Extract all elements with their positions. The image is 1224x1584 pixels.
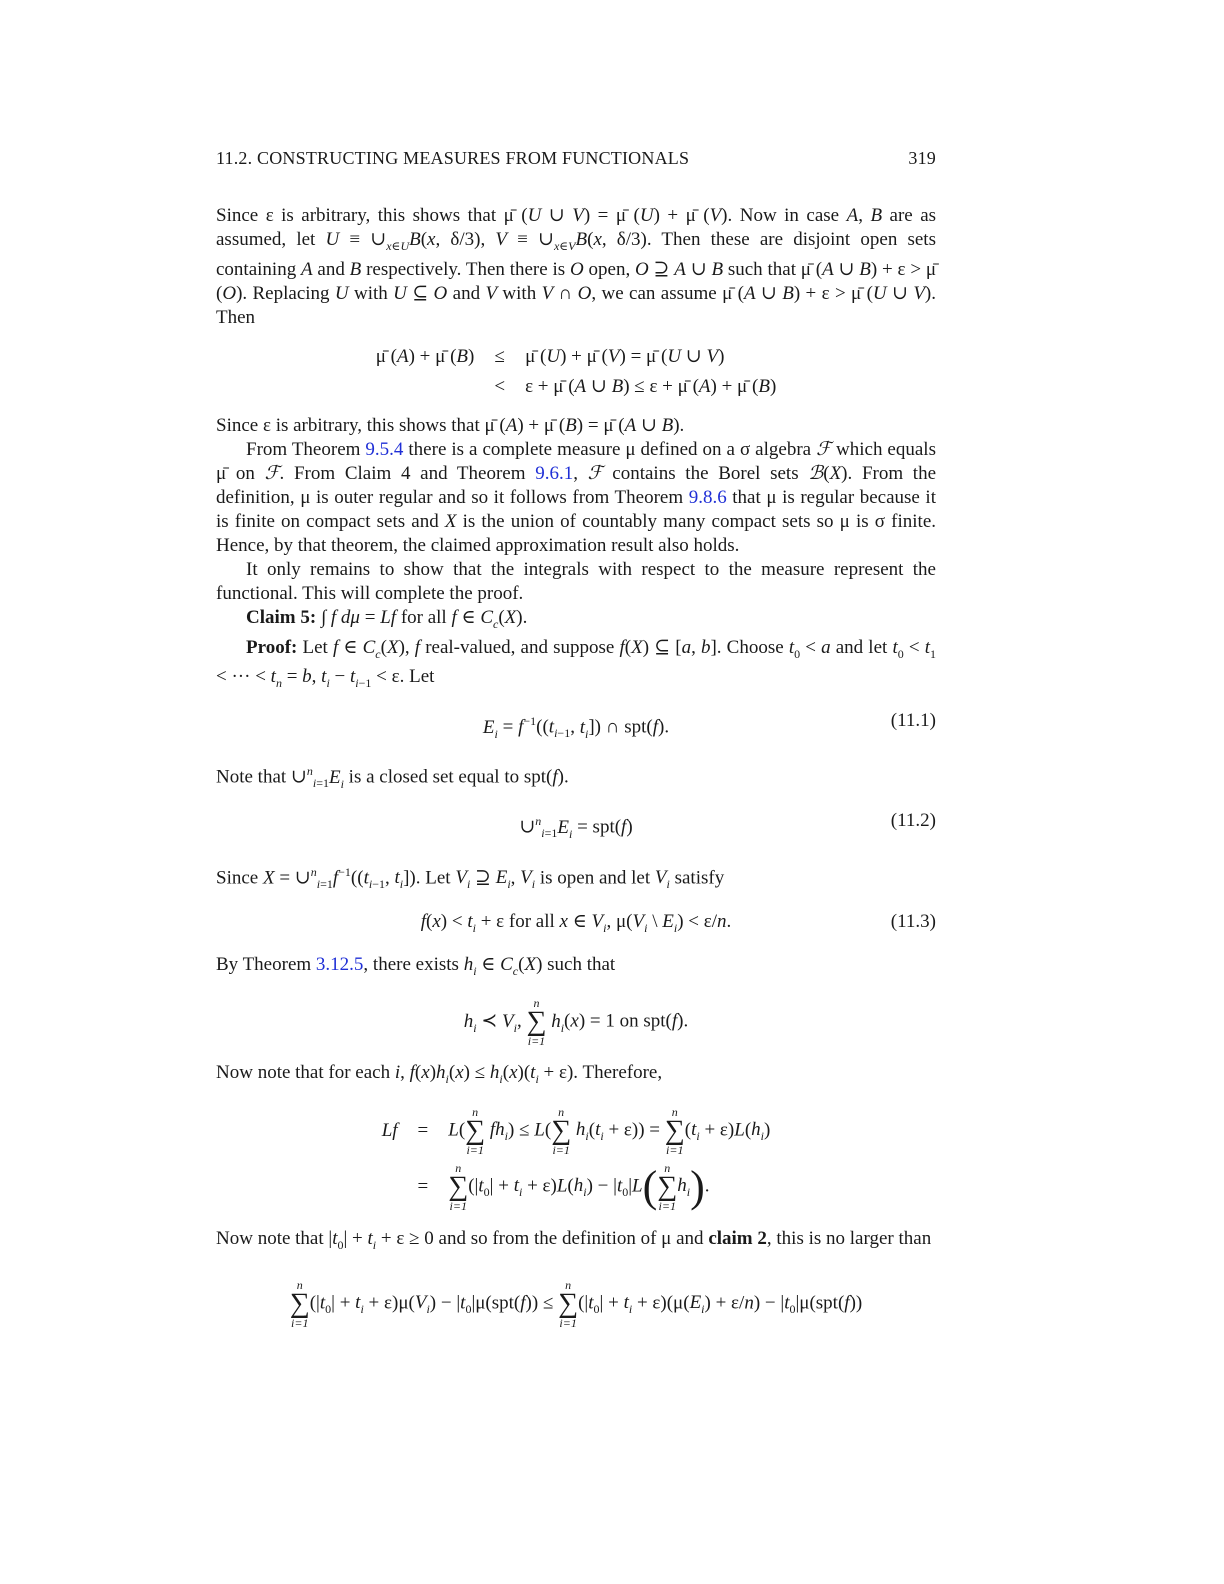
paragraph-3: From Theorem 9.5.4 there is a complete measure μ defined on a σ algebra ℱ which equals μ̄ on ℱ. From Claim 4 and Theorem 9.6.1, ℱ contains the Borel sets ℬ(X). From the definition, μ is outer regular and so it follows from Theorem 9.8.6 that μ is regular because it is finite on compact sets and X is the union of countably many compact sets so μ is σ finite. Hence, by that theorem, the claimed approximation result also holds. — [216, 438, 937, 556]
paragraph-1: Since ε is arbitrary, this shows that μ̄ (U ∪ V) = μ̄ (U) + μ̄ (V). Now in case A, B are as assumed, let $U \equiv \cup_{x\in U}B(x$, δ/3), $V \equiv \cup_{x\in V}B(x$, δ/3). Then these are disjoint open sets containing A and B respectively. Then there is O open, O ⊇ A ∪ B such that μ̄ (A ∪ B) + ε > μ̄ (O). Replacing U with U ⊆ O and V with V ∩ O, we can assume μ̄ (A ∪ B) + ε > μ̄ (U ∪ V). Then — [216, 205, 937, 328]
equation-number: (11.1) — [890, 710, 936, 732]
than-word: than — [898, 1228, 932, 1250]
paragraph-7: By Theorem 3.12.5, there exists $h_i$ ∈ $C_c(X)$ such that — [216, 954, 616, 979]
theorem-link[interactable]: 9.8.6 — [688, 486, 727, 508]
equation-11-1: $E_i = f^{-1}((t_{i-1}$, $t_i$]) ∩ spt(f). (11.1) — [482, 710, 936, 741]
page-body — [216, 204, 936, 1343]
paragraph-2: Since ε is arbitrary, this shows that μ̄ (A) + μ̄ (B) = μ̄ (A ∪ B). — [216, 414, 685, 436]
paragraph-6: Since $X = \cup^n_{i=1}f^{-1}((t_{i-1}$, $t_i$]). Let $V_i$ ⊇ $E_i$, $V_i$ is open and let $V_i$ satisfy — [216, 864, 725, 891]
equation-11-3: $f(x) < t_i + \varepsilon$ for all x ∈ $V_i$, $\mu(V_i$ \ $E_i) < \varepsilon/n$. (11.3) — [420, 910, 936, 935]
claim-label: Claim 5: — [246, 606, 317, 628]
paragraph-4: It only remains to show that the integrals with respect to the measure represent the functional. This will complete the proof. — [216, 558, 936, 604]
page-number: 319 — [908, 148, 936, 168]
display-partition: $h_i$ ≺ $V_i$, n ∑ i=1 $h_i(x) = 1$ on spt(f). — [463, 996, 689, 1049]
running-header — [216, 148, 936, 169]
paragraph-5: Note that $\cup^n_{i=1}E_i$ is a closed set equal to spt(f). — [216, 764, 569, 791]
equation-number: (11.2) — [890, 810, 936, 832]
section-title: 11.2. CONSTRUCTING MEASURES FROM FUNCTIONALS — [216, 148, 690, 168]
paragraph-8: Now note that for each i, $f(x)h_i(x) \le h_i(x)(t_i + \varepsilon)$. Therefore, — [216, 1062, 663, 1087]
equation-11-2: $\cup^n_{i=1}E_i = spt(f)$ (11.2) — [519, 810, 936, 841]
display-lf: Lf = L( n ∑ i=1 $fh_i) \le L$( n ∑ i=1 $h_i(t_i + \varepsilon)$) = n ∑ i=1 $(t_i + \varepsilon)L(h_i)$ = n ∑ i=1 $(|t_0| + t_i + \varepsilon)L(h_i) - |t_0|L$( n ∑ i=1 $h_i$). — [381, 1105, 771, 1214]
proof-start: Proof: Let f ∈ $C_c(X)$, f real-valued, and suppose f(X) ⊆ [a, b]. Choose $t_0 < a$ and let $t_0 < t_1$ < ··· < $t_n = b$, $t_i - t_{i-1} < \varepsilon$. Let — [216, 636, 936, 691]
theorem-link[interactable]: 9.6.1 — [535, 462, 574, 484]
proof-label: Proof: — [246, 636, 298, 658]
claim-2-ref: claim 2 — [708, 1228, 767, 1250]
claim-5: Claim 5: ∫ f dμ = Lf for all f ∈ $C_c(X)$. — [246, 606, 528, 631]
display-inequality: μ̄ (A) + μ̄ (B) ≤ μ̄ (U) + μ̄ (V) = μ̄ (U ∪ V) < ε + μ̄ (A ∪ B) ≤ ε + μ̄ (A) + μ̄ (B) — [375, 345, 777, 397]
equation-number: (11.3) — [890, 910, 936, 932]
theorem-link[interactable]: 3.12.5 — [315, 954, 364, 976]
display-final: n ∑ i=1 $(|t_0| + t_i + \varepsilon)\mu(V_i) - |t_0|\mu(spt(f))$ ≤ n ∑ i=1 $(|t_0| + t_i + \varepsilon)(\mu(E_i) + \varepsilon/n) - |t_0|\mu(spt(f))$ — [289, 1277, 863, 1330]
theorem-link[interactable]: 9.5.4 — [365, 438, 404, 460]
paragraph-9: Now note that $|t_0| + t_i + \varepsilon \ge 0$ and so from the definition of μ and claim 2, this is no larger than — [216, 1228, 932, 1252]
